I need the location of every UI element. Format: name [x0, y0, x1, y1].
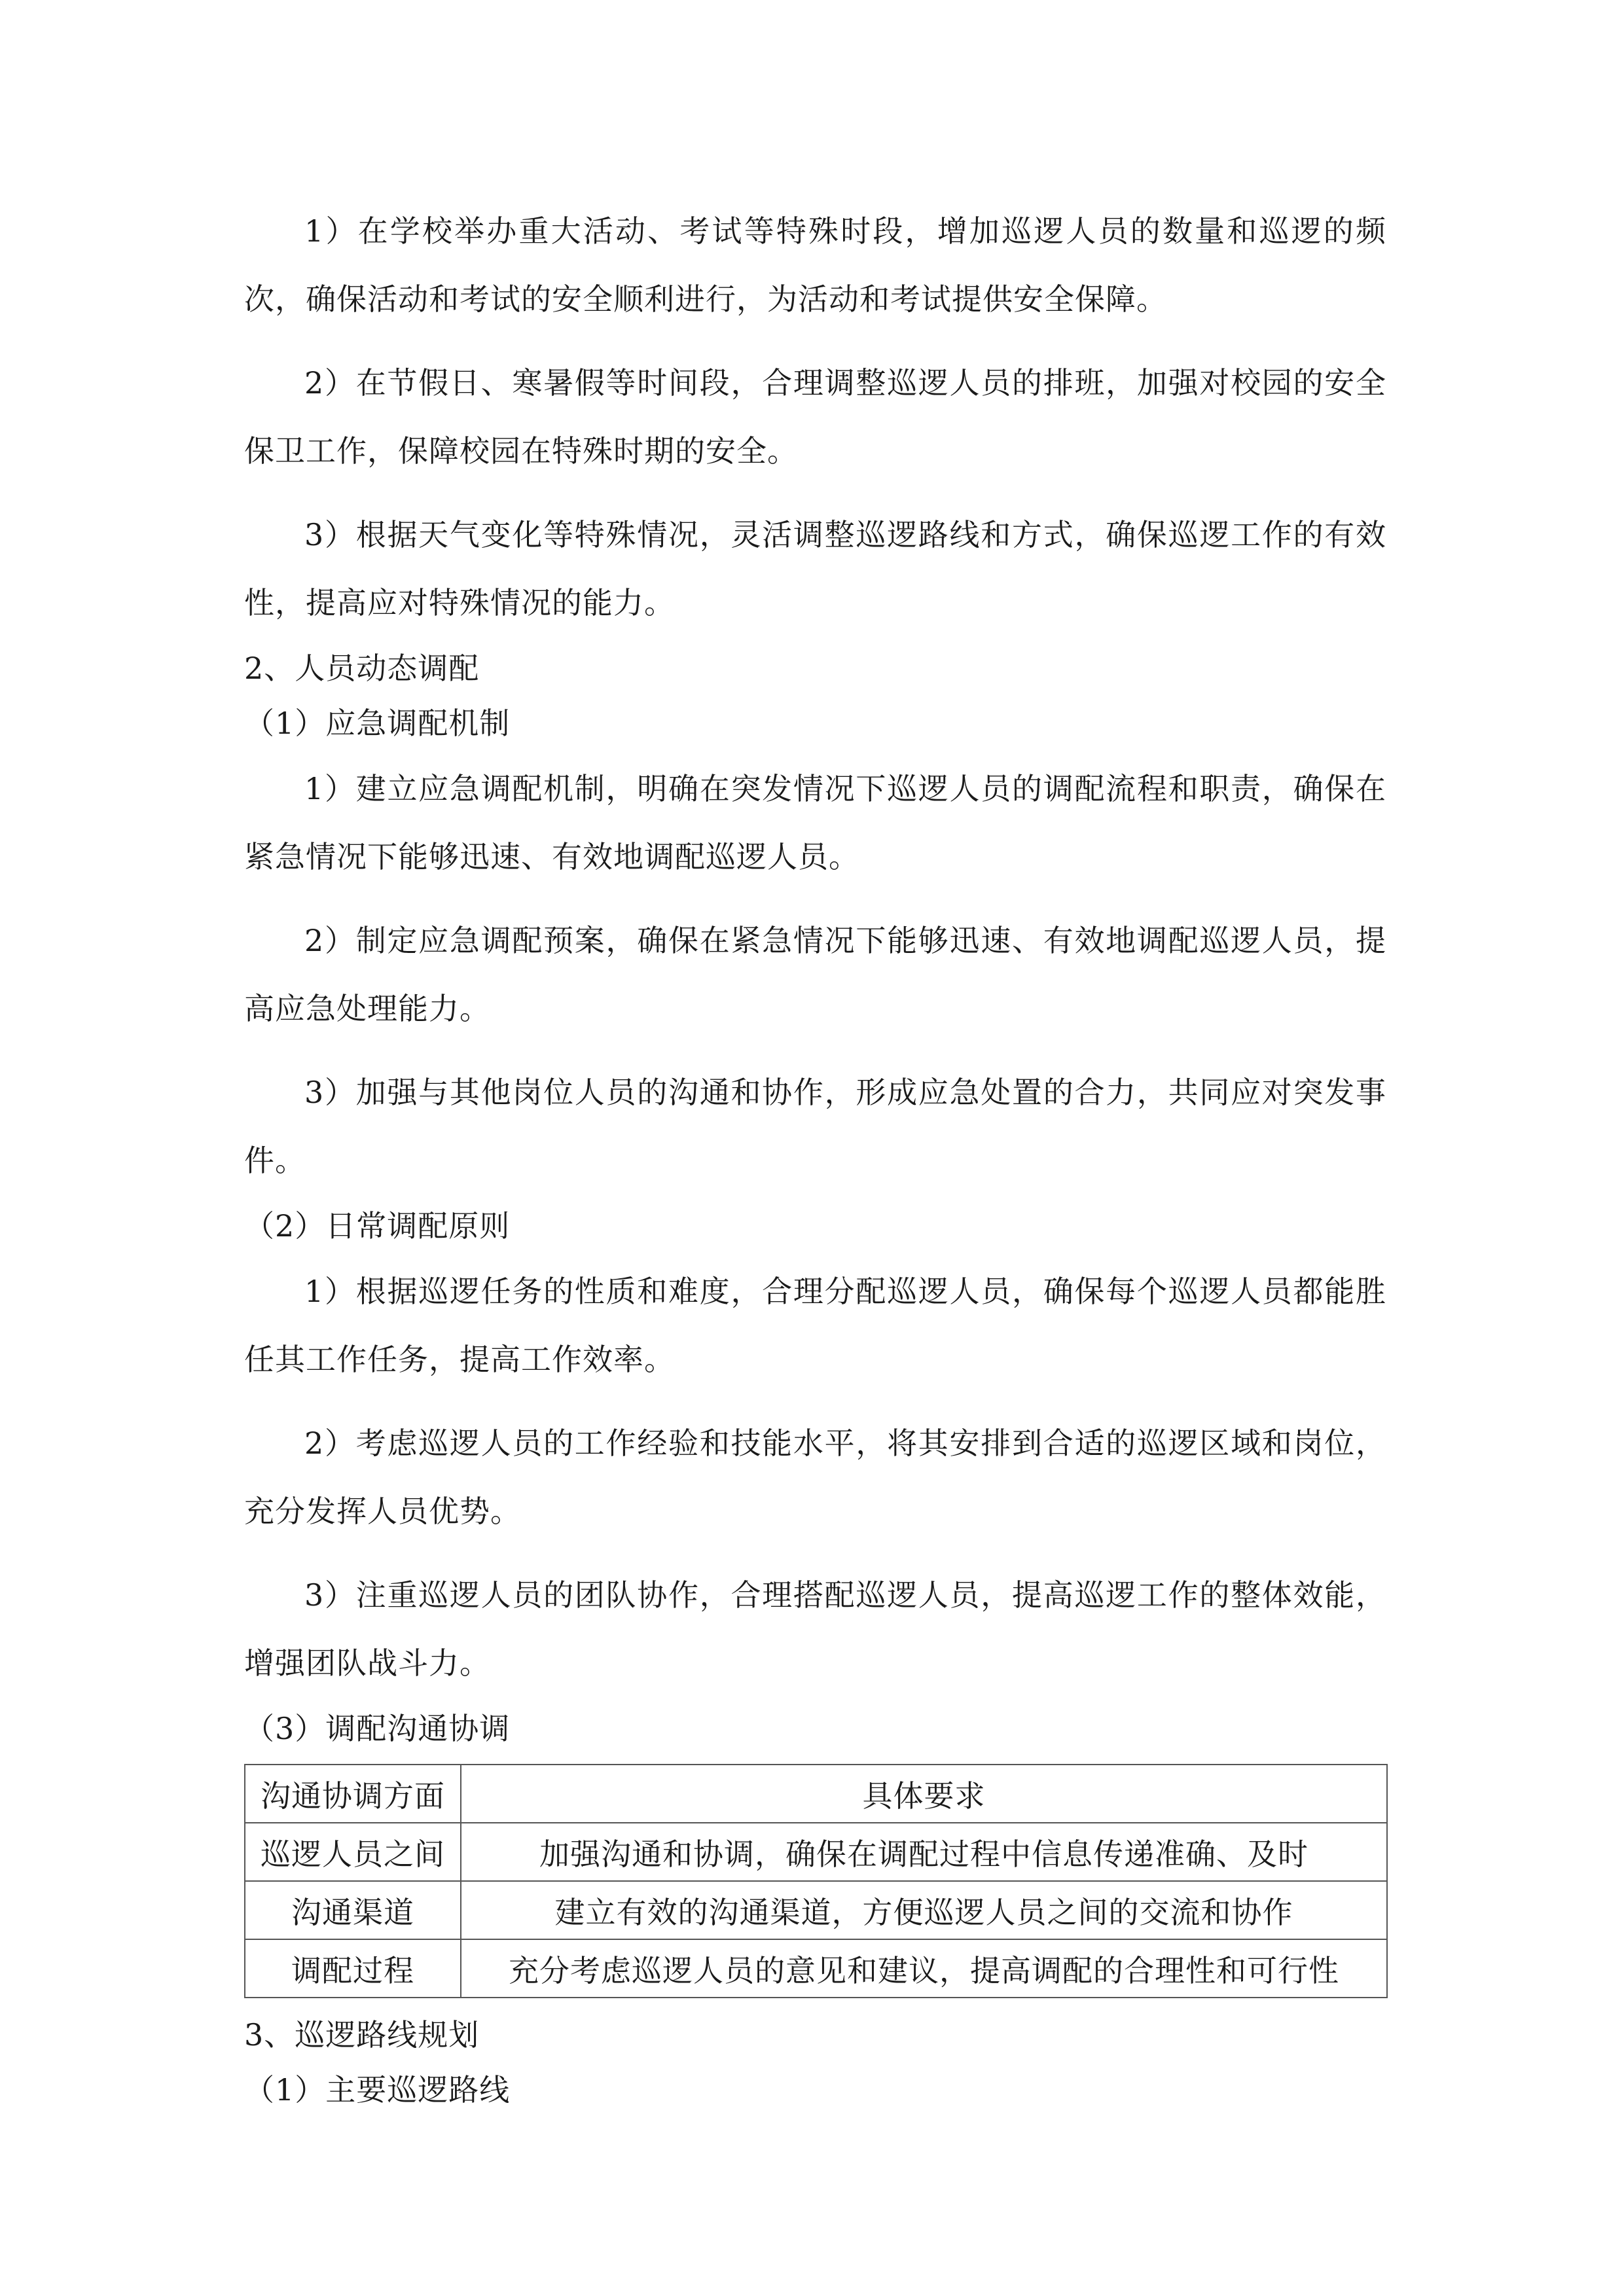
- subsection-heading: （1）主要巡逻路线: [244, 2072, 511, 2108]
- paragraph: 1）建立应急调配机制，明确在突发情况下巡逻人员的调配流程和职责，确保在紧急情况下能够迅速、有效地调配巡逻人员。: [244, 771, 1386, 874]
- subsection-heading: （2）日常调配原则: [244, 1208, 511, 1244]
- section-heading: 2、人员动态调配: [244, 651, 480, 686]
- table-header-cell: 具体要求: [461, 1765, 1387, 1823]
- coordination-table: [244, 1764, 1388, 1998]
- table-cell: 调配过程: [245, 1939, 461, 1998]
- table-header-row: [245, 1765, 1387, 1823]
- paragraph: 1）在学校举办重大活动、考试等特殊时段，增加巡逻人员的数量和巡逻的频次，确保活动和考试的安全顺利进行，为活动和考试提供安全保障。: [244, 213, 1386, 317]
- table-row: [245, 1939, 1387, 1998]
- table-cell: 建立有效的沟通渠道，方便巡逻人员之间的交流和协作: [461, 1881, 1387, 1939]
- table-cell: 加强沟通和协调，确保在调配过程中信息传递准确、及时: [461, 1823, 1387, 1881]
- table-header-cell: 沟通协调方面: [245, 1765, 461, 1823]
- subsection-heading: （3）调配沟通协调: [244, 1711, 511, 1746]
- subsection-heading: （1）应急调配机制: [244, 706, 511, 741]
- paragraph: 1）根据巡逻任务的性质和难度，合理分配巡逻人员，确保每个巡逻人员都能胜任其工作任务，提高工作效率。: [244, 1274, 1386, 1377]
- paragraph: 3）注重巡逻人员的团队协作，合理搭配巡逻人员，提高巡逻工作的整体效能，增强团队战斗力。: [244, 1577, 1386, 1681]
- table-cell: 充分考虑巡逻人员的意见和建议，提高调配的合理性和可行性: [461, 1939, 1387, 1998]
- document-body: [244, 0, 1386, 2124]
- section-heading: 3、巡逻路线规划: [244, 2017, 480, 2053]
- paragraph: 2）制定应急调配预案，确保在紧急情况下能够迅速、有效地调配巡逻人员，提高应急处理能力。: [244, 923, 1386, 1026]
- paragraph: 2）在节假日、寒暑假等时间段，合理调整巡逻人员的排班，加强对校园的安全保卫工作，保障校园在特殊时期的安全。: [244, 365, 1386, 469]
- paragraph: 2）考虑巡逻人员的工作经验和技能水平，将其安排到合适的巡逻区域和岗位，充分发挥人员优势。: [244, 1426, 1386, 1529]
- table-cell: 沟通渠道: [245, 1881, 461, 1939]
- paragraph: 3）加强与其他岗位人员的沟通和协作，形成应急处置的合力，共同应对突发事件。: [244, 1075, 1386, 1178]
- table-row: [245, 1823, 1387, 1881]
- paragraph: 3）根据天气变化等特殊情况，灵活调整巡逻路线和方式，确保巡逻工作的有效性，提高应对特殊情况的能力。: [244, 517, 1386, 620]
- table-row: [245, 1881, 1387, 1939]
- table-cell: 巡逻人员之间: [245, 1823, 461, 1881]
